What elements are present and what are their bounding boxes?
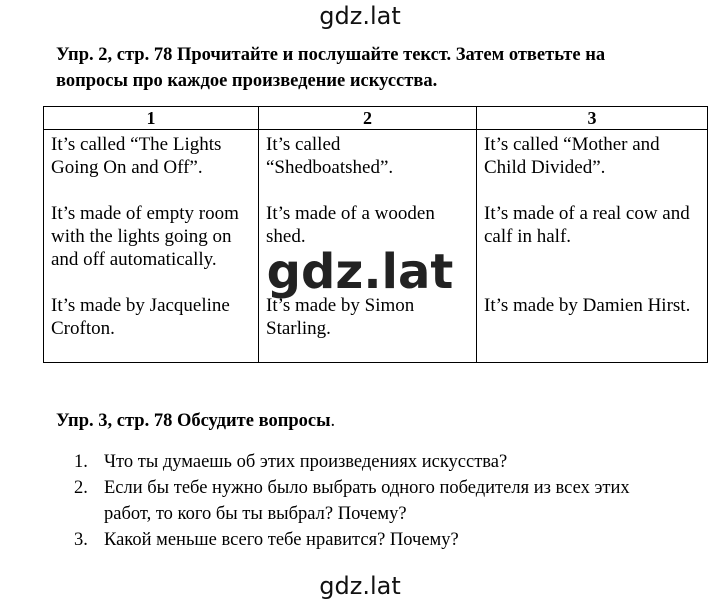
- task-3-heading: [56, 408, 676, 434]
- artwork-author: It’s made by Simon Starling.: [266, 295, 415, 339]
- artwork-author: It’s made by Jacqueline Crofton.: [51, 295, 230, 339]
- column-header: 2: [259, 107, 477, 130]
- column-header: 3: [477, 107, 708, 130]
- artworks-table: [43, 106, 708, 363]
- artwork-material: It’s made of a real cow and calf in half.: [484, 203, 690, 247]
- watermark-top: gdz.lat: [319, 2, 401, 30]
- list-item-number: 3.: [74, 530, 88, 550]
- artwork-name: It’s called “The Lights Going On and Off”.: [51, 134, 222, 178]
- task-2-heading: Упр. 2, стр. 78 Прочитайте и послушайте текст. Затем ответьте на вопросы про каждое произведение искусства.: [56, 45, 606, 91]
- artwork-name: It’s called “Shedboatshed”.: [266, 134, 394, 178]
- list-item: [74, 527, 674, 553]
- table-header-row: [44, 107, 708, 130]
- list-item-number: 2.: [74, 478, 88, 498]
- artwork-author: It’s made by Damien Hirst.: [484, 295, 691, 316]
- artwork-material: It’s made of a wooden shed.: [266, 203, 435, 247]
- watermark-bottom: gdz.lat: [319, 572, 401, 600]
- questions-list: [74, 449, 674, 553]
- list-item-text: Какой меньше всего тебе нравится? Почему?: [104, 530, 459, 550]
- list-item-text: Если бы тебе нужно было выбрать одного победителя из всех этих работ, то кого бы ты выбрал? Почему?: [104, 478, 630, 524]
- list-item-text: Что ты думаешь об этих произведениях искусства?: [104, 452, 508, 472]
- artwork-name: It’s called “Mother and Child Divided”.: [484, 134, 660, 178]
- list-item: [74, 449, 674, 475]
- task-3-title: Упр. 3, стр. 78 Обсудите вопросы: [56, 411, 331, 431]
- artwork-material: It’s made of empty room with the lights going on and off automatically.: [51, 203, 239, 270]
- watermark-center: gdz.lat: [266, 244, 454, 300]
- task-3-title-end: .: [330, 411, 336, 431]
- list-item-number: 1.: [74, 452, 88, 472]
- column-header: 1: [44, 107, 259, 130]
- list-item: [74, 475, 674, 527]
